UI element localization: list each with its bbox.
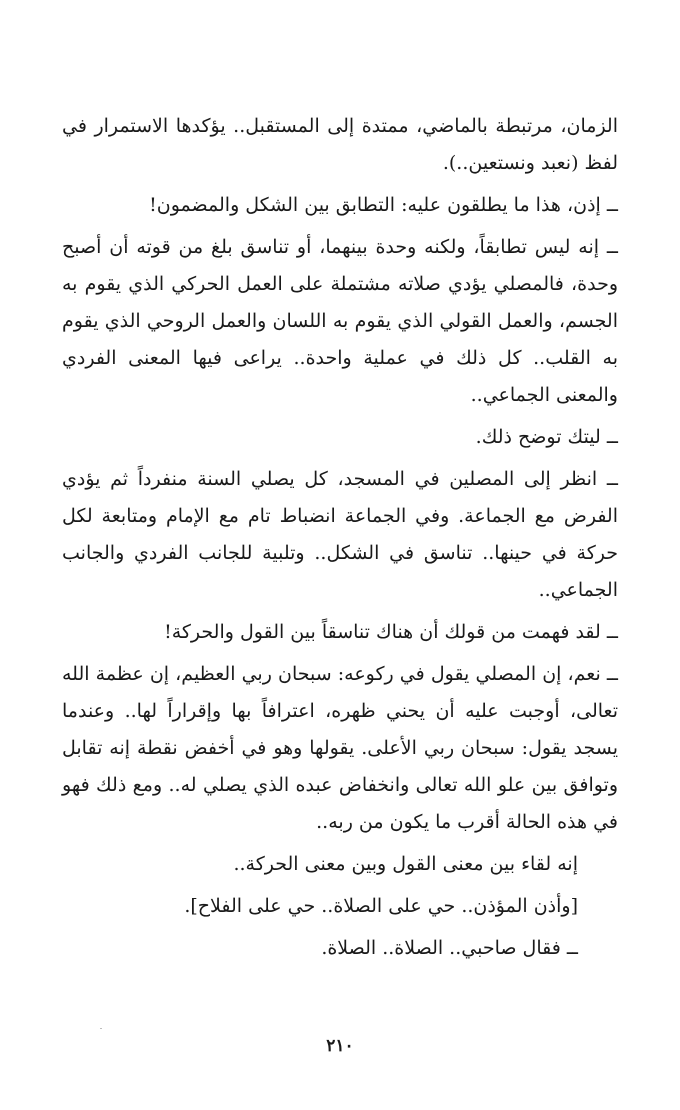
body-text [62, 108, 618, 972]
paragraph-4: ــ ليتك توضح ذلك. [475, 426, 618, 448]
paragraph-8: إنه لقاء بين معنى القول وبين معنى الحركة.. [233, 853, 578, 875]
paragraph-5: ــ انظر إلى المصلين في المسجد، كل يصلي السنة منفرداً ثم يؤدي الفرض مع الجماعة. وفي الجماعة انضباط تام مع الإمام ومتابعة لكل حركة في حينها.. تناسق في الشكل.. وتلبية للجانب الفردي والجانب الجماعي.. [62, 468, 618, 601]
paragraph-6: ــ لقد فهمت من قولك أن هناك تناسقاً بين القول والحركة! [164, 621, 618, 643]
paragraph-1: الزمان، مرتبطة بالماضي، ممتدة إلى المستقبل.. يؤكدها الاستمرار في لفظ (نعبد ونستعين..). [62, 115, 618, 174]
paragraph-9: [وأذن المؤذن.. حي على الصلاة.. حي على الفلاح]. [184, 895, 578, 917]
scan-speck [100, 1028, 102, 1029]
paragraph-2: ــ إذن، هذا ما يطلقون عليه: التطابق بين الشكل والمضمون! [149, 194, 618, 216]
paragraph-3: ــ إنه ليس تطابقاً، ولكنه وحدة بينهما، أو تناسق بلغ من قوته أن أصبح وحدة، فالمصلي يؤدي صلاته مشتملة على العمل الحركي الذي يقوم به الجسم، والعمل القولي الذي يقوم به اللسان والعمل الروحي الذي يقوم به القلب.. كل ذلك في عملية واحدة.. يراعى فيها المعنى الفردي والمعنى الجماعي.. [62, 236, 618, 406]
page-number: ٢١٠ [326, 1036, 354, 1056]
paragraph-7: ــ نعم، إن المصلي يقول في ركوعه: سبحان ربي العظيم، إن عظمة الله تعالى، أوجبت عليه أن يحني ظهره، اعترافاً بها وإقراراً لها.. وعندما يسجد يقول: سبحان ربي الأعلى. يقولها وهو في أخفض نقطة إنه تقابل وتوافق بين علو الله تعالى وانخفاض عبده الذي يصلي له.. ومع ذلك فهو في هذه الحالة أقرب ما يكون من ربه.. [62, 663, 618, 833]
paragraph-10: ــ فقال صاحبي.. الصلاة.. الصلاة. [321, 937, 578, 959]
